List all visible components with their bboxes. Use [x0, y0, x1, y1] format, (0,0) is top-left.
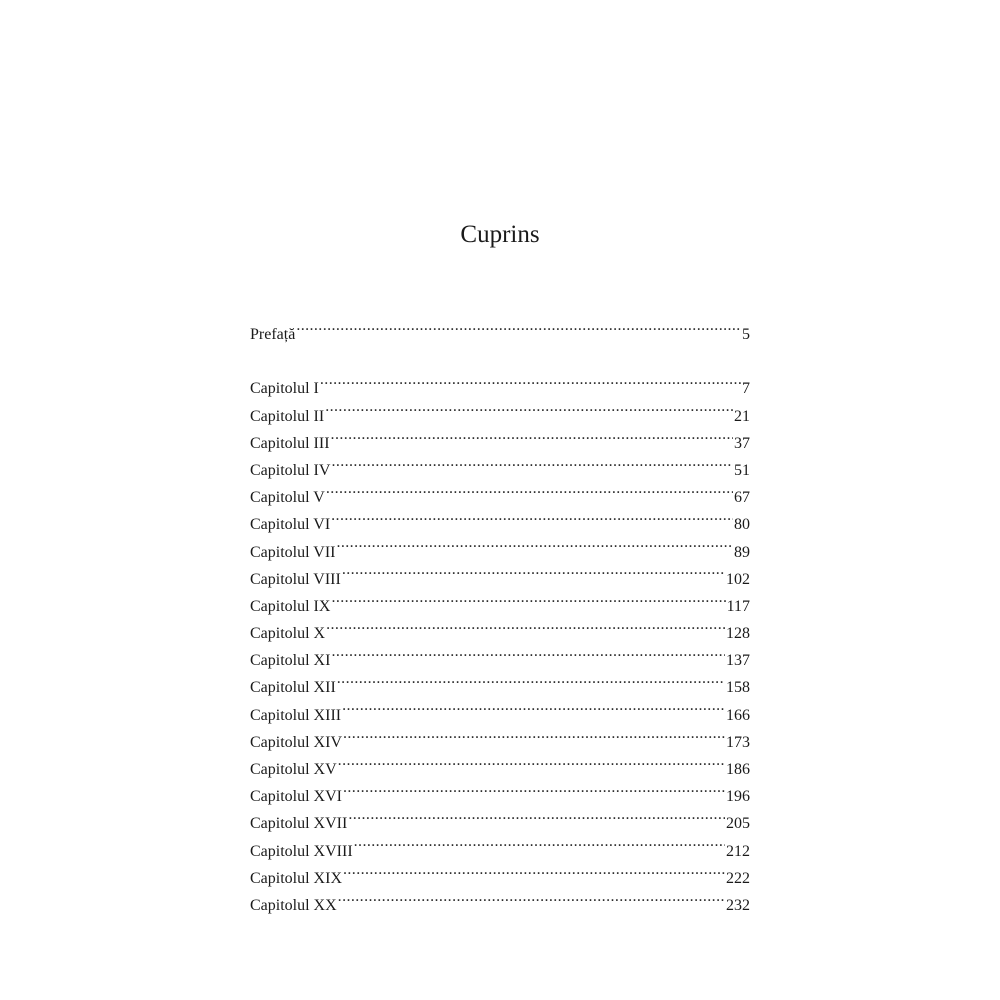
toc-entry-label: Capitolul I	[250, 380, 319, 398]
toc-entry-page: 80	[734, 516, 750, 534]
toc-entry-label: Capitolul II	[250, 407, 325, 425]
toc-entry-label: Prefață	[250, 326, 296, 344]
dot-leader	[326, 475, 733, 502]
dot-leader	[348, 801, 725, 828]
toc-entry-label: Capitolul IX	[250, 597, 331, 615]
dot-leader	[326, 611, 725, 638]
toc-entry-page: 128	[726, 625, 750, 643]
toc-entry-page: 173	[726, 733, 750, 751]
toc-entry-page: 37	[734, 434, 750, 452]
toc-entry-label: Capitolul XII	[250, 679, 336, 697]
toc-entry-page: 186	[726, 761, 750, 778]
toc-entry-label: Capitolul XVII	[250, 815, 348, 833]
toc-entry-page: 5	[742, 326, 750, 344]
dot-leader	[354, 828, 725, 855]
toc-entry-label: Capitolul X	[250, 625, 326, 643]
toc-entry-chapter-5[interactable]	[250, 475, 750, 507]
toc-entry-label: Capitolul VII	[250, 543, 336, 561]
toc-entry-chapter-1[interactable]	[250, 366, 750, 398]
dot-leader	[320, 366, 741, 393]
toc-entry-label: Capitolul V	[250, 489, 325, 507]
toc-entry-label: Capitolul XI	[250, 652, 331, 670]
toc-entry-preface[interactable]	[250, 312, 750, 344]
toc-entry-chapter-6[interactable]	[250, 502, 750, 534]
page-title: Cuprins	[460, 221, 540, 248]
dot-leader	[342, 692, 725, 719]
toc-entry-chapter-2[interactable]	[250, 393, 750, 425]
toc-entry-chapter-3[interactable]	[250, 421, 750, 452]
toc-entry-label: Capitolul III	[250, 434, 330, 452]
toc-entry-page: 7	[742, 380, 750, 398]
dot-leader	[331, 421, 733, 448]
toc-entry-page: 222	[726, 869, 750, 887]
dot-leader	[343, 856, 725, 883]
toc-entry-page: 67	[734, 489, 750, 507]
toc-entry-page: 51	[734, 461, 750, 479]
toc-entry-label: Capitolul XV	[250, 761, 337, 778]
dot-leader	[331, 584, 725, 611]
toc-entry-label: Capitolul XX	[250, 896, 337, 914]
toc-entry-page: 89	[734, 543, 750, 561]
toc-entry-label: Capitolul VIII	[250, 570, 341, 588]
dot-leader	[331, 638, 725, 665]
dot-leader	[331, 502, 733, 529]
dot-leader	[336, 529, 733, 556]
dot-leader	[342, 557, 725, 584]
toc-entry-label: Capitolul XIII	[250, 706, 342, 724]
dot-leader	[343, 774, 725, 801]
toc-entry-label: Capitolul IV	[250, 461, 331, 479]
dot-leader	[331, 448, 733, 475]
toc-entry-page: 232	[726, 896, 750, 914]
toc-entry-label: Capitolul VI	[250, 516, 331, 534]
toc-entry-page: 21	[734, 407, 750, 425]
dot-leader	[338, 747, 725, 774]
toc-entry-page: 137	[726, 652, 750, 670]
dot-leader	[337, 665, 725, 692]
toc-entry-page: 166	[726, 706, 750, 724]
toc-entry-page: 205	[726, 815, 750, 833]
toc-entry-page: 212	[726, 842, 750, 860]
toc-entry-page: 196	[726, 788, 750, 806]
toc-entry-label: Capitolul XIX	[250, 869, 342, 887]
dot-leader	[296, 312, 741, 339]
toc-entry-label: Capitolul XVIII	[250, 842, 353, 860]
table-of-contents	[250, 312, 750, 914]
toc-entry-page: 102	[726, 570, 750, 588]
toc-entry-label: Capitolul XIV	[250, 733, 342, 751]
toc-entry-page: 117	[726, 597, 750, 615]
toc-entry-page: 158	[726, 679, 750, 697]
dot-leader	[325, 393, 733, 420]
dot-leader	[343, 720, 725, 747]
dot-leader	[338, 883, 725, 910]
toc-entry-label: Capitolul XVI	[250, 788, 342, 806]
